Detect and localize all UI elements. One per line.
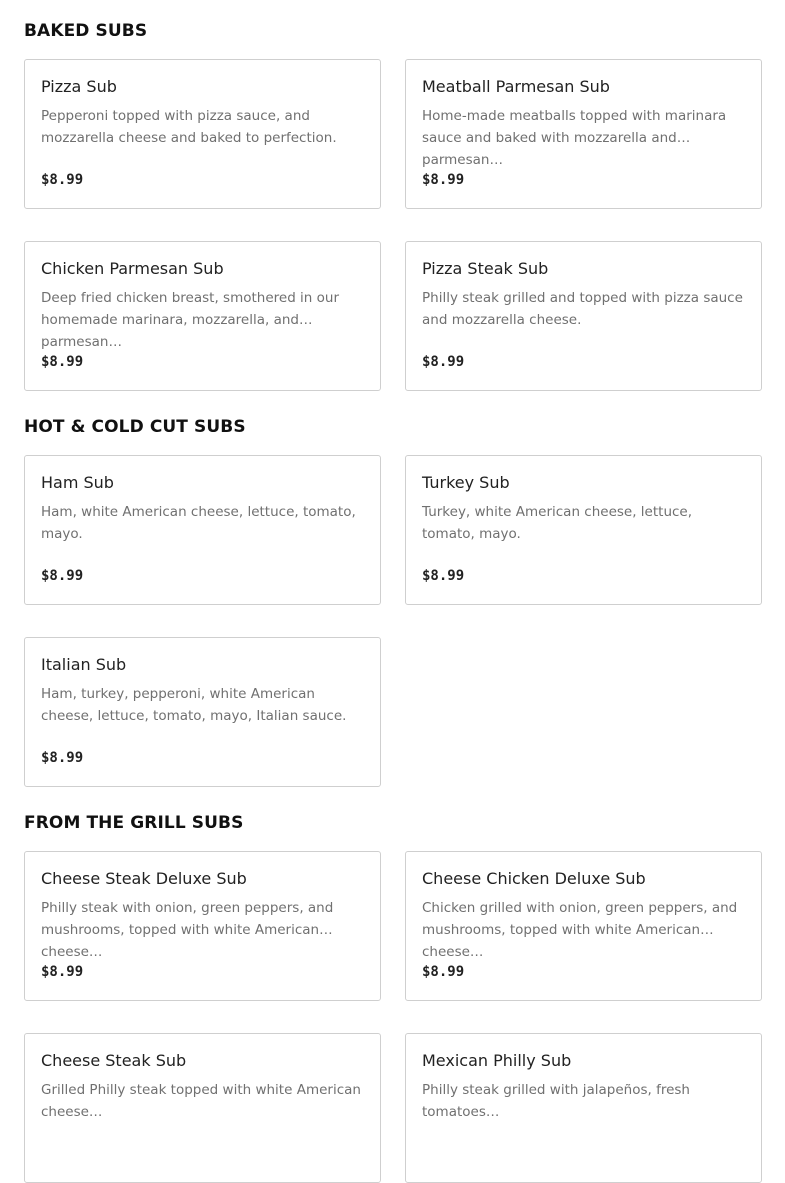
item-price: $8.99 [41, 354, 84, 370]
item-price: $8.99 [422, 172, 465, 188]
menu-item-card[interactable] [405, 241, 762, 391]
item-description: Philly steak with onion, green peppers, and mushrooms, topped with white American cheese… [41, 900, 334, 960]
item-name: Ham Sub [41, 473, 114, 492]
menu-item-card[interactable] [405, 455, 762, 605]
item-description: Chicken grilled with onion, green peppers, and mushrooms, topped with white American cheese… [422, 900, 738, 960]
item-price: $8.99 [41, 568, 84, 584]
item-name: Pizza Steak Sub [422, 259, 549, 278]
section-title-baked-subs: BAKED SUBS [24, 21, 148, 41]
item-name: Italian Sub [41, 655, 127, 674]
menu-item-card[interactable] [24, 851, 381, 1001]
item-description: Ham, white American cheese, lettuce, tomato, mayo. [41, 504, 356, 542]
item-price: $8.99 [41, 750, 84, 766]
menu-item-card[interactable] [405, 851, 762, 1001]
item-description: Home-made meatballs topped with marinara sauce and baked with mozzarella and parmesan… [422, 108, 727, 168]
item-price: $8.99 [422, 964, 465, 980]
menu-item-card[interactable] [24, 241, 381, 391]
item-name: Meatball Parmesan Sub [422, 77, 610, 96]
section-title-hot-cold-cut-subs: HOT & COLD CUT SUBS [24, 417, 246, 437]
item-name: Cheese Steak Deluxe Sub [41, 869, 247, 888]
item-name: Pizza Sub [41, 77, 117, 96]
menu-item-card[interactable] [405, 59, 762, 209]
item-description: Philly steak grilled with jalapeños, fresh tomatoes… [422, 1082, 690, 1120]
menu-item-card[interactable] [405, 1033, 762, 1183]
item-name: Turkey Sub [422, 473, 510, 492]
item-price: $8.99 [422, 568, 465, 584]
menu-item-card[interactable] [24, 637, 381, 787]
item-price: $8.99 [41, 172, 84, 188]
item-description: Ham, turkey, pepperoni, white American cheese, lettuce, tomato, mayo, Italian sauce. [41, 686, 347, 724]
item-name: Cheese Chicken Deluxe Sub [422, 869, 646, 888]
section-title-from-the-grill-subs: FROM THE GRILL SUBS [24, 813, 244, 833]
item-name: Chicken Parmesan Sub [41, 259, 224, 278]
item-description: Philly steak grilled and topped with pizza sauce and mozzarella cheese. [422, 290, 743, 328]
menu-item-card[interactable] [24, 455, 381, 605]
item-name: Mexican Philly Sub [422, 1051, 572, 1070]
item-description: Turkey, white American cheese, lettuce, tomato, mayo. [422, 504, 693, 542]
menu-item-card[interactable] [24, 59, 381, 209]
item-description: Pepperoni topped with pizza sauce, and mozzarella cheese and baked to perfection. [41, 108, 337, 146]
menu-item-card[interactable] [24, 1033, 381, 1183]
item-name: Cheese Steak Sub [41, 1051, 187, 1070]
item-description: Grilled Philly steak topped with white American cheese… [41, 1082, 361, 1120]
item-price: $8.99 [41, 964, 84, 980]
item-price: $8.99 [422, 354, 465, 370]
item-description: Deep fried chicken breast, smothered in our homemade marinara, mozzarella, and parmesan… [41, 290, 340, 350]
